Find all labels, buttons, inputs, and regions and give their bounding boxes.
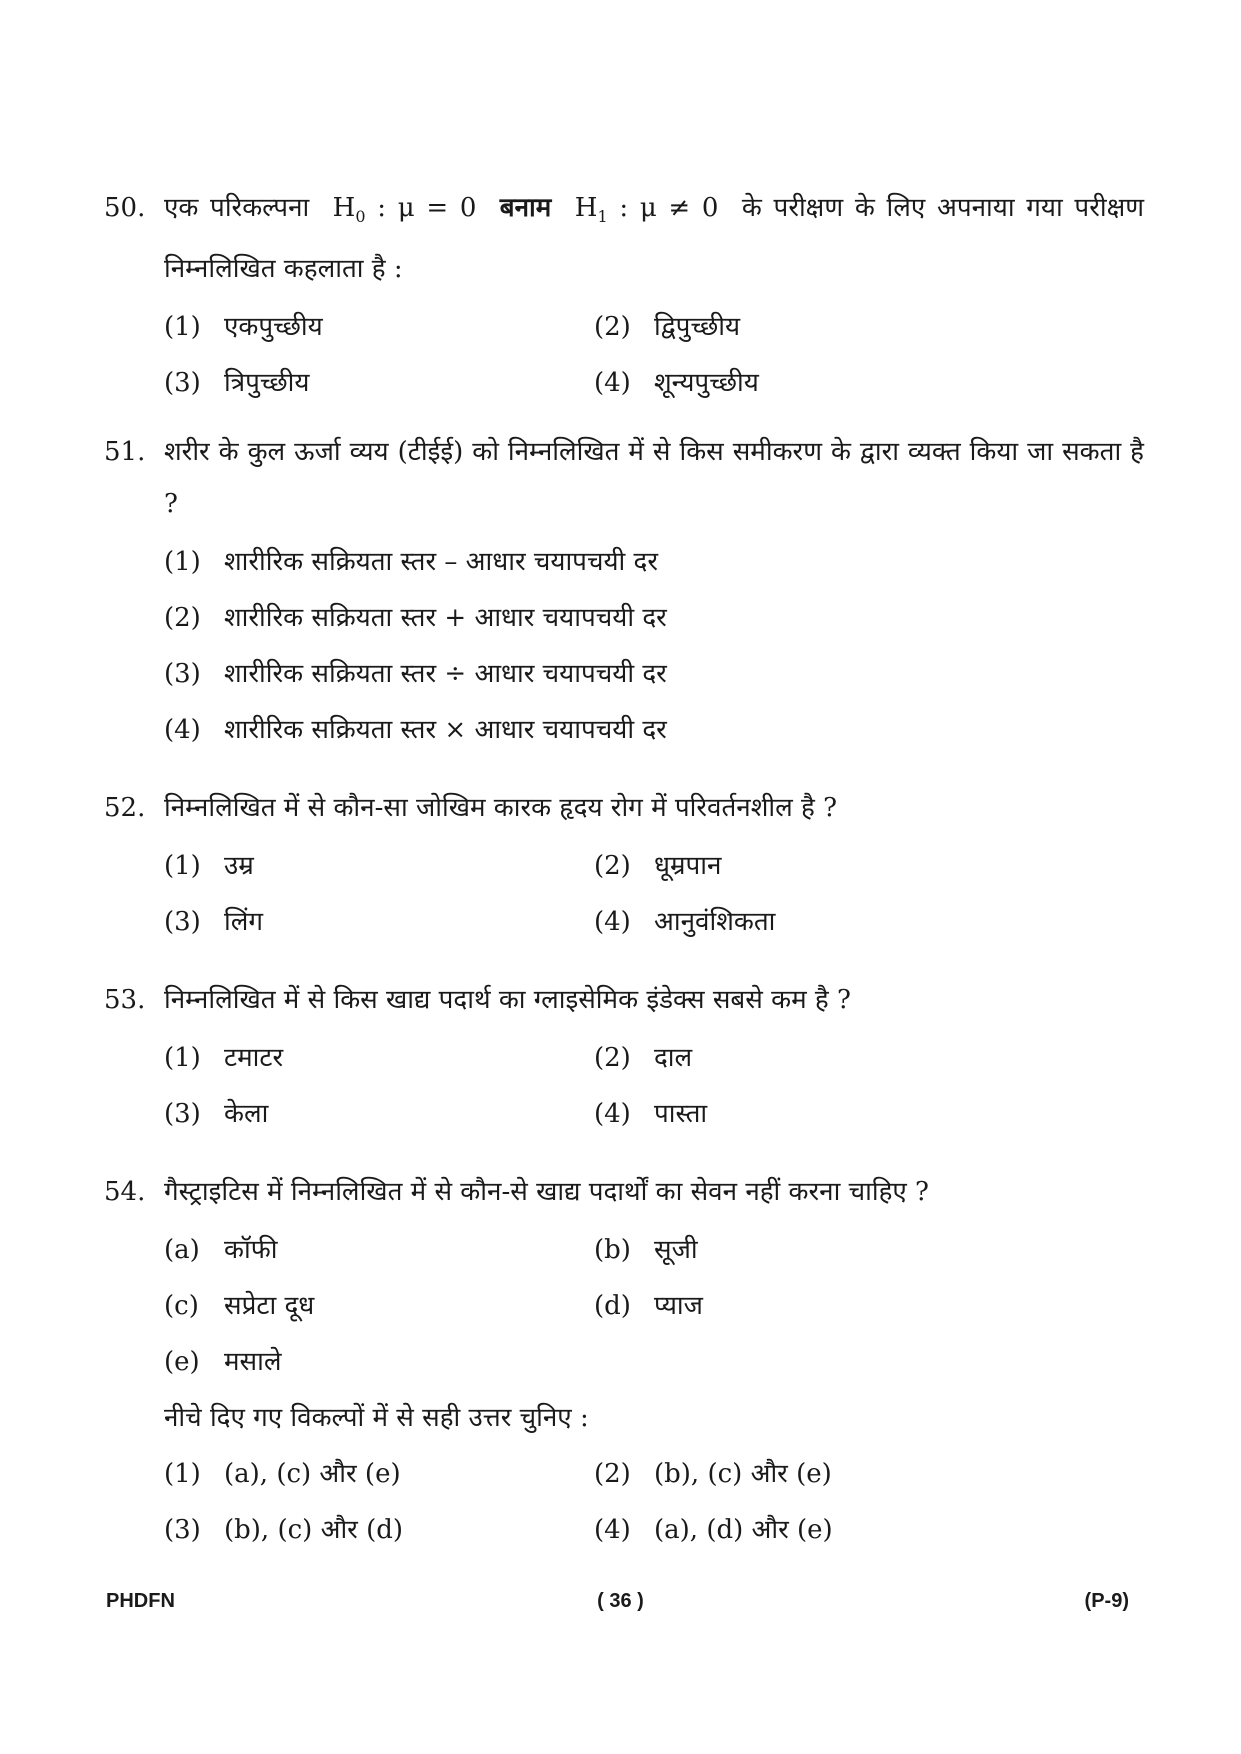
option-2: (2) दाल [594, 1043, 693, 1073]
question-54 [104, 1166, 1144, 1560]
question-52 [104, 782, 1144, 952]
question-text: गैस्ट्राइटिस में निम्नलिखित में से कौन-से खाद्य पदार्थों का सेवन नहीं करना चाहिए ? [164, 1177, 929, 1207]
question-number: 54. [104, 1177, 146, 1207]
option-2: (2) शारीरिक सक्रियता स्तर + आधार चयापचयी दर [164, 603, 667, 633]
question-number: 52. [104, 793, 146, 823]
options [164, 840, 1144, 952]
option-4: (4) पास्ता [594, 1099, 708, 1129]
option-3: (3) शारीरिक सक्रियता स्तर ÷ आधार चयापचयी दर [164, 659, 667, 689]
option-3: (3) (b), (c) और (d) [164, 1515, 404, 1545]
option-4: (4) शून्यपुच्छीय [594, 368, 759, 398]
question-text: एक परिकल्पना $H_0$ : μ = 0 बनाम $H_1$ : μ ≠ 0 के परीक्षण के लिए अपनाया गया परीक्षण निम्नलिखित कहलाता है : [164, 193, 1145, 284]
option-1: (1) शारीरिक सक्रियता स्तर – आधार चयापचयी दर [164, 547, 658, 577]
alternative-hypothesis: $H_1$ : μ ≠ 0 [574, 193, 719, 226]
versus-word: बनाम [499, 193, 552, 223]
option-3: (3) केला [164, 1099, 269, 1129]
question-50 [104, 182, 1144, 413]
option-3: (3) लिंग [164, 907, 264, 937]
items-list [164, 1224, 1144, 1560]
option-4: (4) शारीरिक सक्रियता स्तर × आधार चयापचयी दर [164, 715, 667, 745]
option-1: (1) एकपुच्छीय [164, 312, 323, 342]
null-hypothesis: $H_0$ : μ = 0 [332, 193, 477, 226]
question-51 [104, 426, 1144, 760]
option-1: (1) टमाटर [164, 1043, 284, 1073]
question-53 [104, 974, 1144, 1144]
question-text: निम्नलिखित में से कौन-सा जोखिम कारक हृदय रोग में परिवर्तनशील है ? [164, 793, 838, 823]
option-1: (1) उम्र [164, 851, 254, 881]
option-4: (4) (a), (d) और (e) [594, 1515, 833, 1545]
instruction-text: नीचे दिए गए विकल्पों में से सही उत्तर चुनिए : [164, 1403, 589, 1433]
options [164, 1032, 1144, 1144]
item-c: (c) सप्रेटा दूध [164, 1291, 315, 1321]
paper-code: (P-9) [1084, 1590, 1129, 1612]
item-a: (a) कॉफी [164, 1235, 278, 1265]
option-2: (2) द्विपुच्छीय [594, 312, 741, 342]
options [164, 536, 1144, 760]
question-text: निम्नलिखित में से किस खाद्य पदार्थ का ग्लाइसेमिक इंडेक्स सबसे कम है ? [164, 985, 851, 1015]
item-e: (e) मसाले [164, 1347, 282, 1377]
page-number: ( 36 ) [597, 1590, 644, 1612]
option-4: (4) आनुवंशिकता [594, 907, 776, 937]
question-text: शरीर के कुल ऊर्जा व्यय (टीईई) को निम्नलिखित में से किस समीकरण के द्वारा व्यक्त किया जा सकता है ? [164, 437, 1144, 519]
question-number: 51. [104, 437, 146, 467]
option-1: (1) (a), (c) और (e) [164, 1459, 401, 1489]
option-3: (3) त्रिपुच्छीय [164, 368, 310, 398]
question-number: 53. [104, 985, 146, 1015]
item-b: (b) सूजी [594, 1235, 698, 1265]
footer-code: PHDFN [106, 1590, 175, 1612]
item-d: (d) प्याज [594, 1291, 703, 1321]
option-2: (2) (b), (c) और (e) [594, 1459, 832, 1489]
options [164, 301, 1144, 413]
option-2: (2) धूम्रपान [594, 851, 722, 881]
question-number: 50. [104, 193, 146, 223]
